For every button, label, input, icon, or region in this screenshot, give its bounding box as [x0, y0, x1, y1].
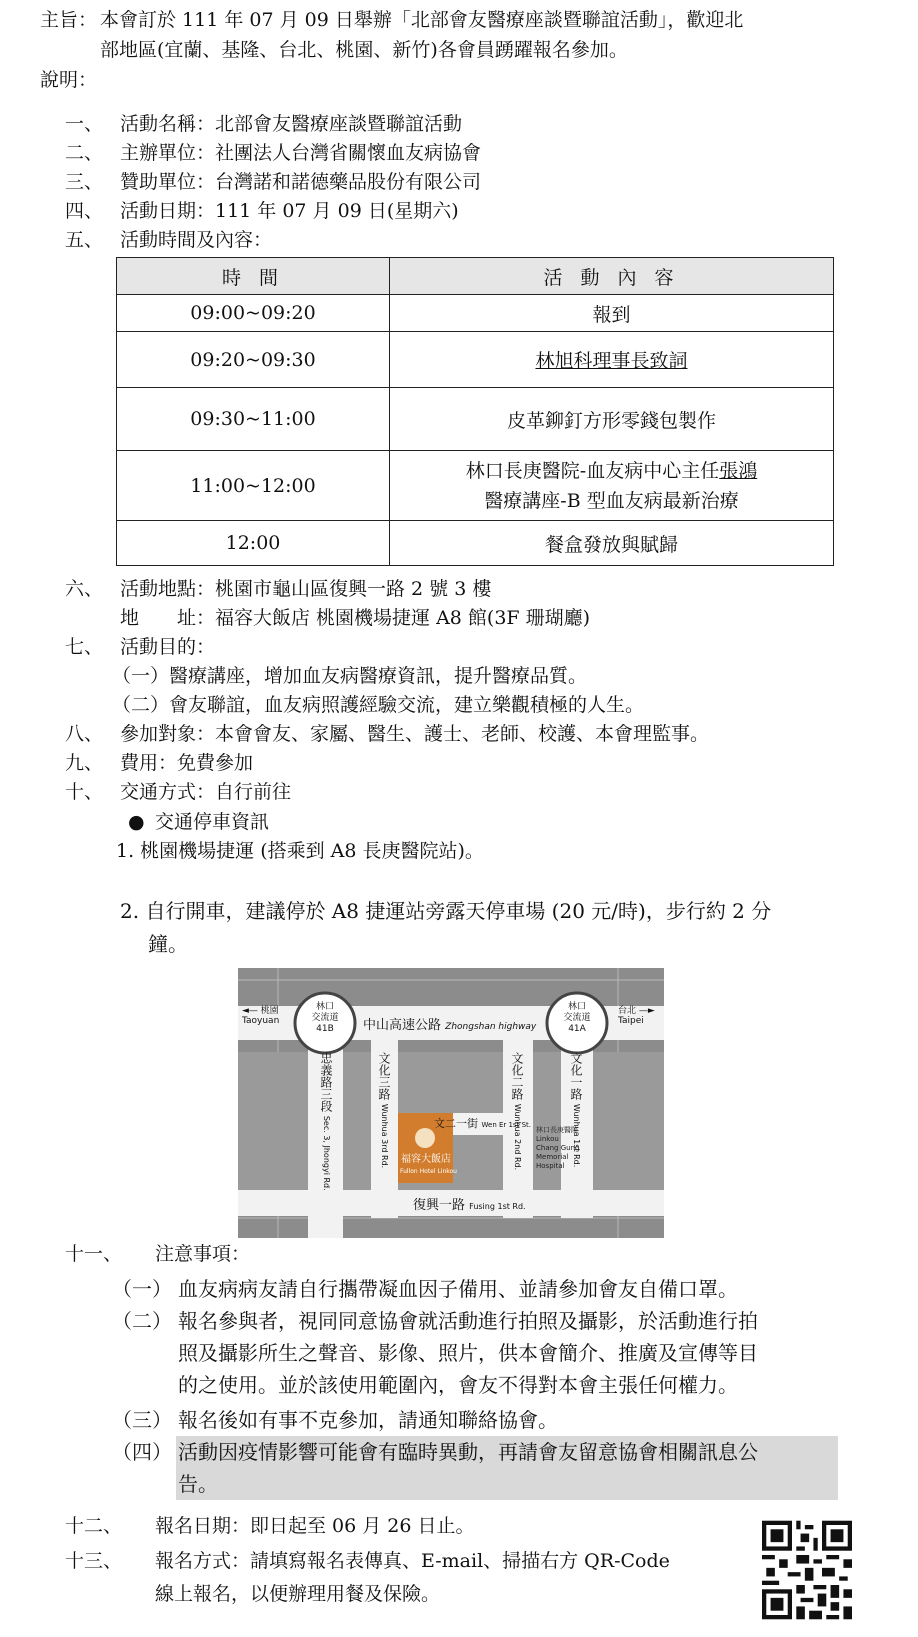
item-8-num: 八、: [65, 723, 104, 745]
row-content-a-underlined: 張鴻: [719, 459, 758, 482]
item-3-num: 三、: [65, 171, 104, 193]
road-wenhua2: 文化二路 Wunhua 2nd Rd.: [510, 1052, 524, 1171]
row-time: 09:20~09:30: [117, 332, 390, 388]
table-row: [117, 388, 834, 451]
parking-info-title: 交通停車資訊: [155, 811, 270, 833]
item-10-text: 交通方式：自行前往: [120, 781, 292, 803]
item-7-text: 活動目的：: [120, 636, 216, 658]
row-content-a: 林口長庚醫院-血友病中心主任: [465, 459, 720, 482]
subject-line-1: 本會訂於 111 年 07 月 09 日舉辦「北部會友醫療座談暨聯誼活動」，歡迎北: [100, 9, 744, 31]
item-10-num: 十、: [65, 781, 104, 803]
hotel-label: 福容大飯店 Fullon Hotel Linkou: [400, 1154, 457, 1175]
item-5-text: 活動時間及內容：: [120, 229, 273, 251]
note-4-line-2: 告。: [178, 1472, 218, 1496]
item-1-num: 一、: [65, 113, 104, 135]
item-3-text: 贊助單位：台灣諾和諾德藥品股份有限公司: [120, 171, 482, 193]
row-content: 皮革鉚釘方形零錢包製作: [390, 388, 834, 451]
transport-2-line-1: 2. 自行開車，建議停於 A8 捷運站旁露天停車場 (20 元/時)，步行約 2 分: [120, 899, 772, 923]
note-2-line-1: 報名參與者，視同同意協會就活動進行拍照及攝影，於活動進行拍: [178, 1309, 758, 1333]
subject-line-2: 部地區(宜蘭、基隆、台北、桃園、新竹)各會員踴躍報名參加。: [100, 39, 628, 61]
row-time: 09:30~11:00: [117, 388, 390, 451]
item-2-num: 二、: [65, 142, 104, 164]
road-fuxing: 復興一路 Fusing 1st Rd.: [413, 1198, 526, 1213]
row-time: 11:00~12:00: [117, 451, 390, 521]
ic-left-label: 林口 交流道 41B: [311, 1002, 339, 1034]
note-2-line-2: 照及攝影所生之聲音、影像、照片，供本會簡介、推廣及宣傳等目: [178, 1341, 758, 1365]
item-1-text: 活動名稱：北部會友醫療座談暨聯誼活動: [120, 113, 463, 135]
item-9-text: 費用：免費參加: [120, 752, 254, 774]
subject-label: 主旨：: [40, 9, 98, 31]
road-wenhua1: 文化一路 Wunhua 1st Rd.: [569, 1052, 583, 1168]
note-4-line-1: 活動因疫情影響可能會有臨時異動，再請會友留意協會相關訊息公: [178, 1440, 758, 1464]
item-9-num: 九、: [65, 752, 104, 774]
explanation-label: 說明：: [40, 69, 98, 91]
bullet-icon: ●: [128, 811, 145, 833]
qr-code-icon[interactable]: [762, 1520, 852, 1620]
note-4-num: （四）: [112, 1440, 172, 1464]
left-arrow-label: ◄— 桃園 Taoyuan: [242, 1006, 280, 1026]
item-12-num: 十二、: [65, 1515, 123, 1537]
highway-label: 中山高速公路 Zhongshan highway: [363, 1018, 537, 1033]
hospital-label: 林口長庚醫院 Linkou Chang Gung Memorial Hospital: [536, 1126, 580, 1170]
item-6-text: 活動地點：桃園市龜山區復興一路 2 號 3 樓: [120, 578, 492, 600]
note-3-num: （三）: [112, 1408, 172, 1432]
item-11-num: 十一、: [65, 1243, 123, 1265]
table-row: [117, 332, 834, 388]
note-2-num: （二）: [112, 1309, 172, 1333]
item-5-num: 五、: [65, 229, 104, 251]
item-7-sub-1: （一）醫療講座，增加血友病醫療資訊，提升醫療品質。: [112, 665, 588, 687]
road-zhongyi: 忠義路三段 Sec. 3, Jhongyi Rd.: [319, 1052, 333, 1191]
transport-2-line-2: 鐘。: [148, 932, 188, 956]
right-arrow-label: 台北 —► Taipei: [618, 1006, 655, 1026]
row-content: 報到: [390, 295, 834, 332]
row-content: 林旭科理事長致詞: [535, 350, 688, 372]
item-13-num: 十三、: [65, 1550, 123, 1572]
transport-1: 1. 桃園機場捷運 (搭乘到 A8 長庚醫院站)。: [116, 840, 484, 862]
row-content-b: 醫療講座-B 型血友病最新治療: [484, 489, 739, 512]
item-2-text: 主辦單位：社團法人台灣省關懷血友病協會: [120, 142, 482, 164]
item-4-num: 四、: [65, 200, 104, 222]
header-time: 時 間: [117, 258, 390, 295]
road-wener: 文二一街 Wen Er 1st St.: [434, 1117, 531, 1130]
row-content: 餐盒發放與賦歸: [390, 521, 834, 566]
item-6-num: 六、: [65, 578, 104, 600]
item-12-text: 報名日期：即日起至 06 月 26 日止。: [155, 1515, 475, 1537]
item-13-text-2: 線上報名，以便辦理用餐及保險。: [155, 1583, 441, 1605]
road-wenhua3: 文化三路 Wunhua 3rd Rd.: [377, 1052, 391, 1169]
ic-right-label: 林口 交流道 41A: [563, 1002, 591, 1034]
item-6-address: 地 址：福容大飯店 桃園機場捷運 A8 館(3F 珊瑚廳): [120, 607, 591, 629]
note-1-line-1: 血友病病友請自行攜帶凝血因子備用、並請參加會友自備口罩。: [178, 1277, 738, 1301]
item-4-text: 活動日期：111 年 07 月 09 日(星期六): [120, 200, 459, 222]
row-time: 12:00: [117, 521, 390, 566]
note-3-line-1: 報名後如有事不克參加，請通知聯絡協會。: [178, 1408, 558, 1432]
item-8-text: 參加對象：本會會友、家屬、醫生、護士、老師、校護、本會理監事。: [120, 723, 710, 745]
table-row: [117, 451, 834, 521]
item-7-num: 七、: [65, 636, 104, 658]
note-1-num: （一）: [112, 1277, 172, 1301]
item-7-sub-2: （二）會友聯誼，血友病照護經驗交流，建立樂觀積極的人生。: [112, 694, 645, 716]
schedule-table: [116, 257, 834, 566]
item-13-text: 報名方式：請填寫報名表傳真、E-mail、掃描右方 QR-Code: [155, 1550, 670, 1572]
row-time: 09:00~09:20: [117, 295, 390, 332]
item-11-text: 注意事項：: [155, 1243, 251, 1265]
table-row: [117, 295, 834, 332]
header-content: 活 動 內 容: [390, 258, 834, 295]
table-row: [117, 521, 834, 566]
table-header-row: [117, 258, 834, 295]
location-map: [238, 968, 664, 1238]
note-2-line-3: 的之使用。並於該使用範圍內，會友不得對本會主張任何權力。: [178, 1373, 738, 1397]
